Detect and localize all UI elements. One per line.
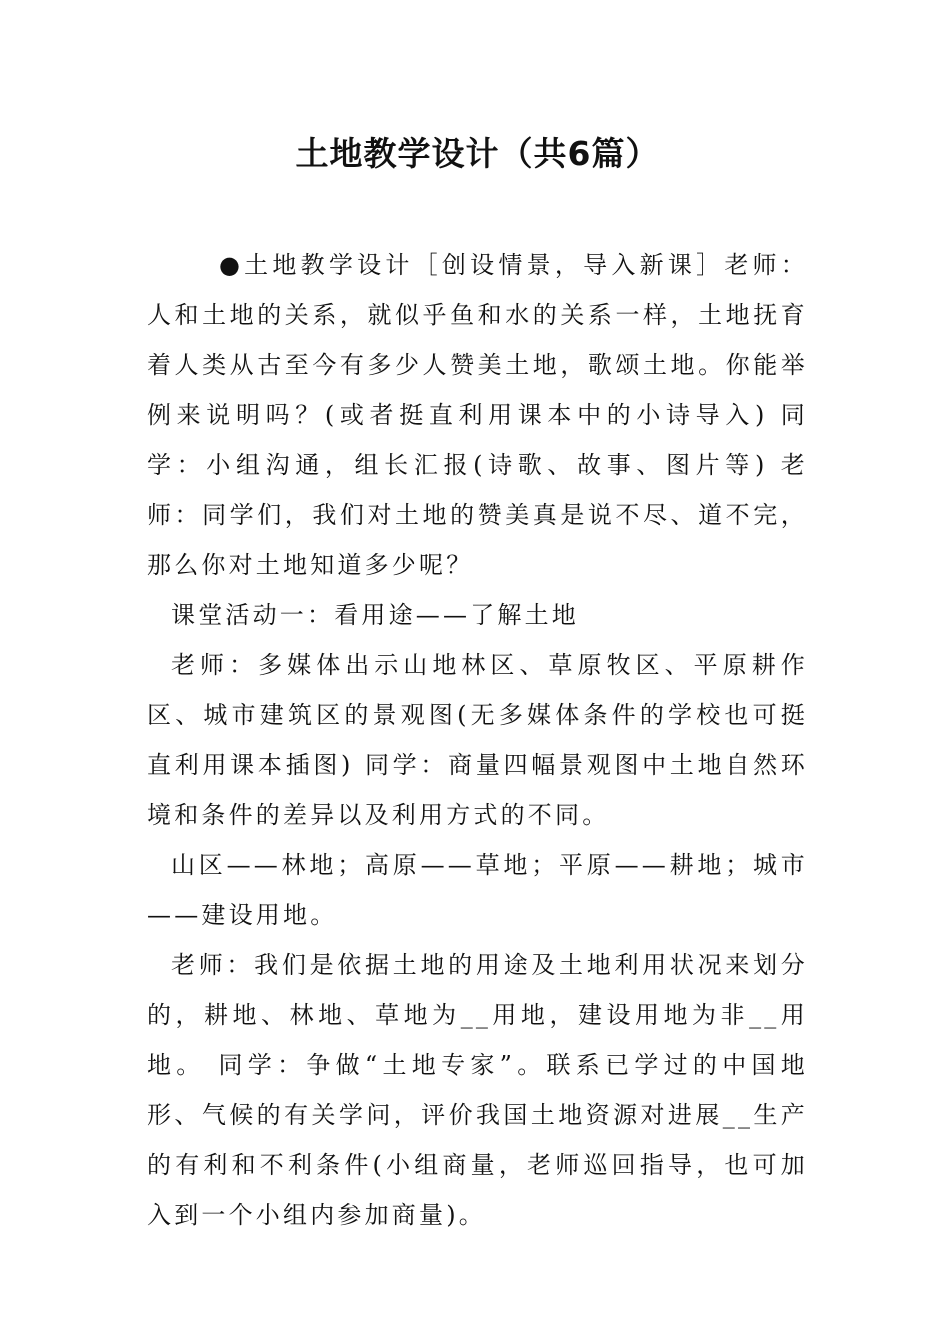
paragraph-intro: ●土地教学设计［创设情景，导入新课］老师：人和土地的关系，就似乎鱼和水的关系一样，土地抚育着人类从古至今有多少人赞美土地，歌颂土地。你能举例来说明吗？(或者挺直利用课本中的小诗导入) 同学：小组沟通，组长汇报(诗歌、故事、图片等) 老师：同学们，我们对土地的赞美真是说不尽、道不完，那么你对土地知道多少呢？: [147, 251, 808, 579]
document-body: [147, 240, 808, 1240]
paragraph-activity-heading: 课堂活动一：看用途——了解土地: [171, 601, 579, 629]
paragraph-land-types: 山区——林地；高原——草地；平原——耕地；城市——建设用地。: [147, 851, 808, 929]
paragraph-teacher-multimedia: 老师：多媒体出示山地林区、草原牧区、平原耕作区、城市建筑区的景观图(无多媒体条件的学校也可挺直利用课本插图) 同学：商量四幅景观图中土地自然环境和条件的差异以及利用方式的不同。: [147, 651, 808, 829]
document-title: 土地教学设计（共6篇）: [295, 134, 660, 173]
paragraph-land-use-classification: 老师：我们是依据土地的用途及土地利用状况来划分的，耕地、林地、草地为__用地，建设用地为非__用地。 同学：争做“土地专家”。联系已学过的中国地形、气候的有关学问，评价我国土地资源对进展__生产的有利和不利条件(小组商量，老师巡回指导，也可加入到一个小组内参加商量)。: [147, 951, 808, 1229]
